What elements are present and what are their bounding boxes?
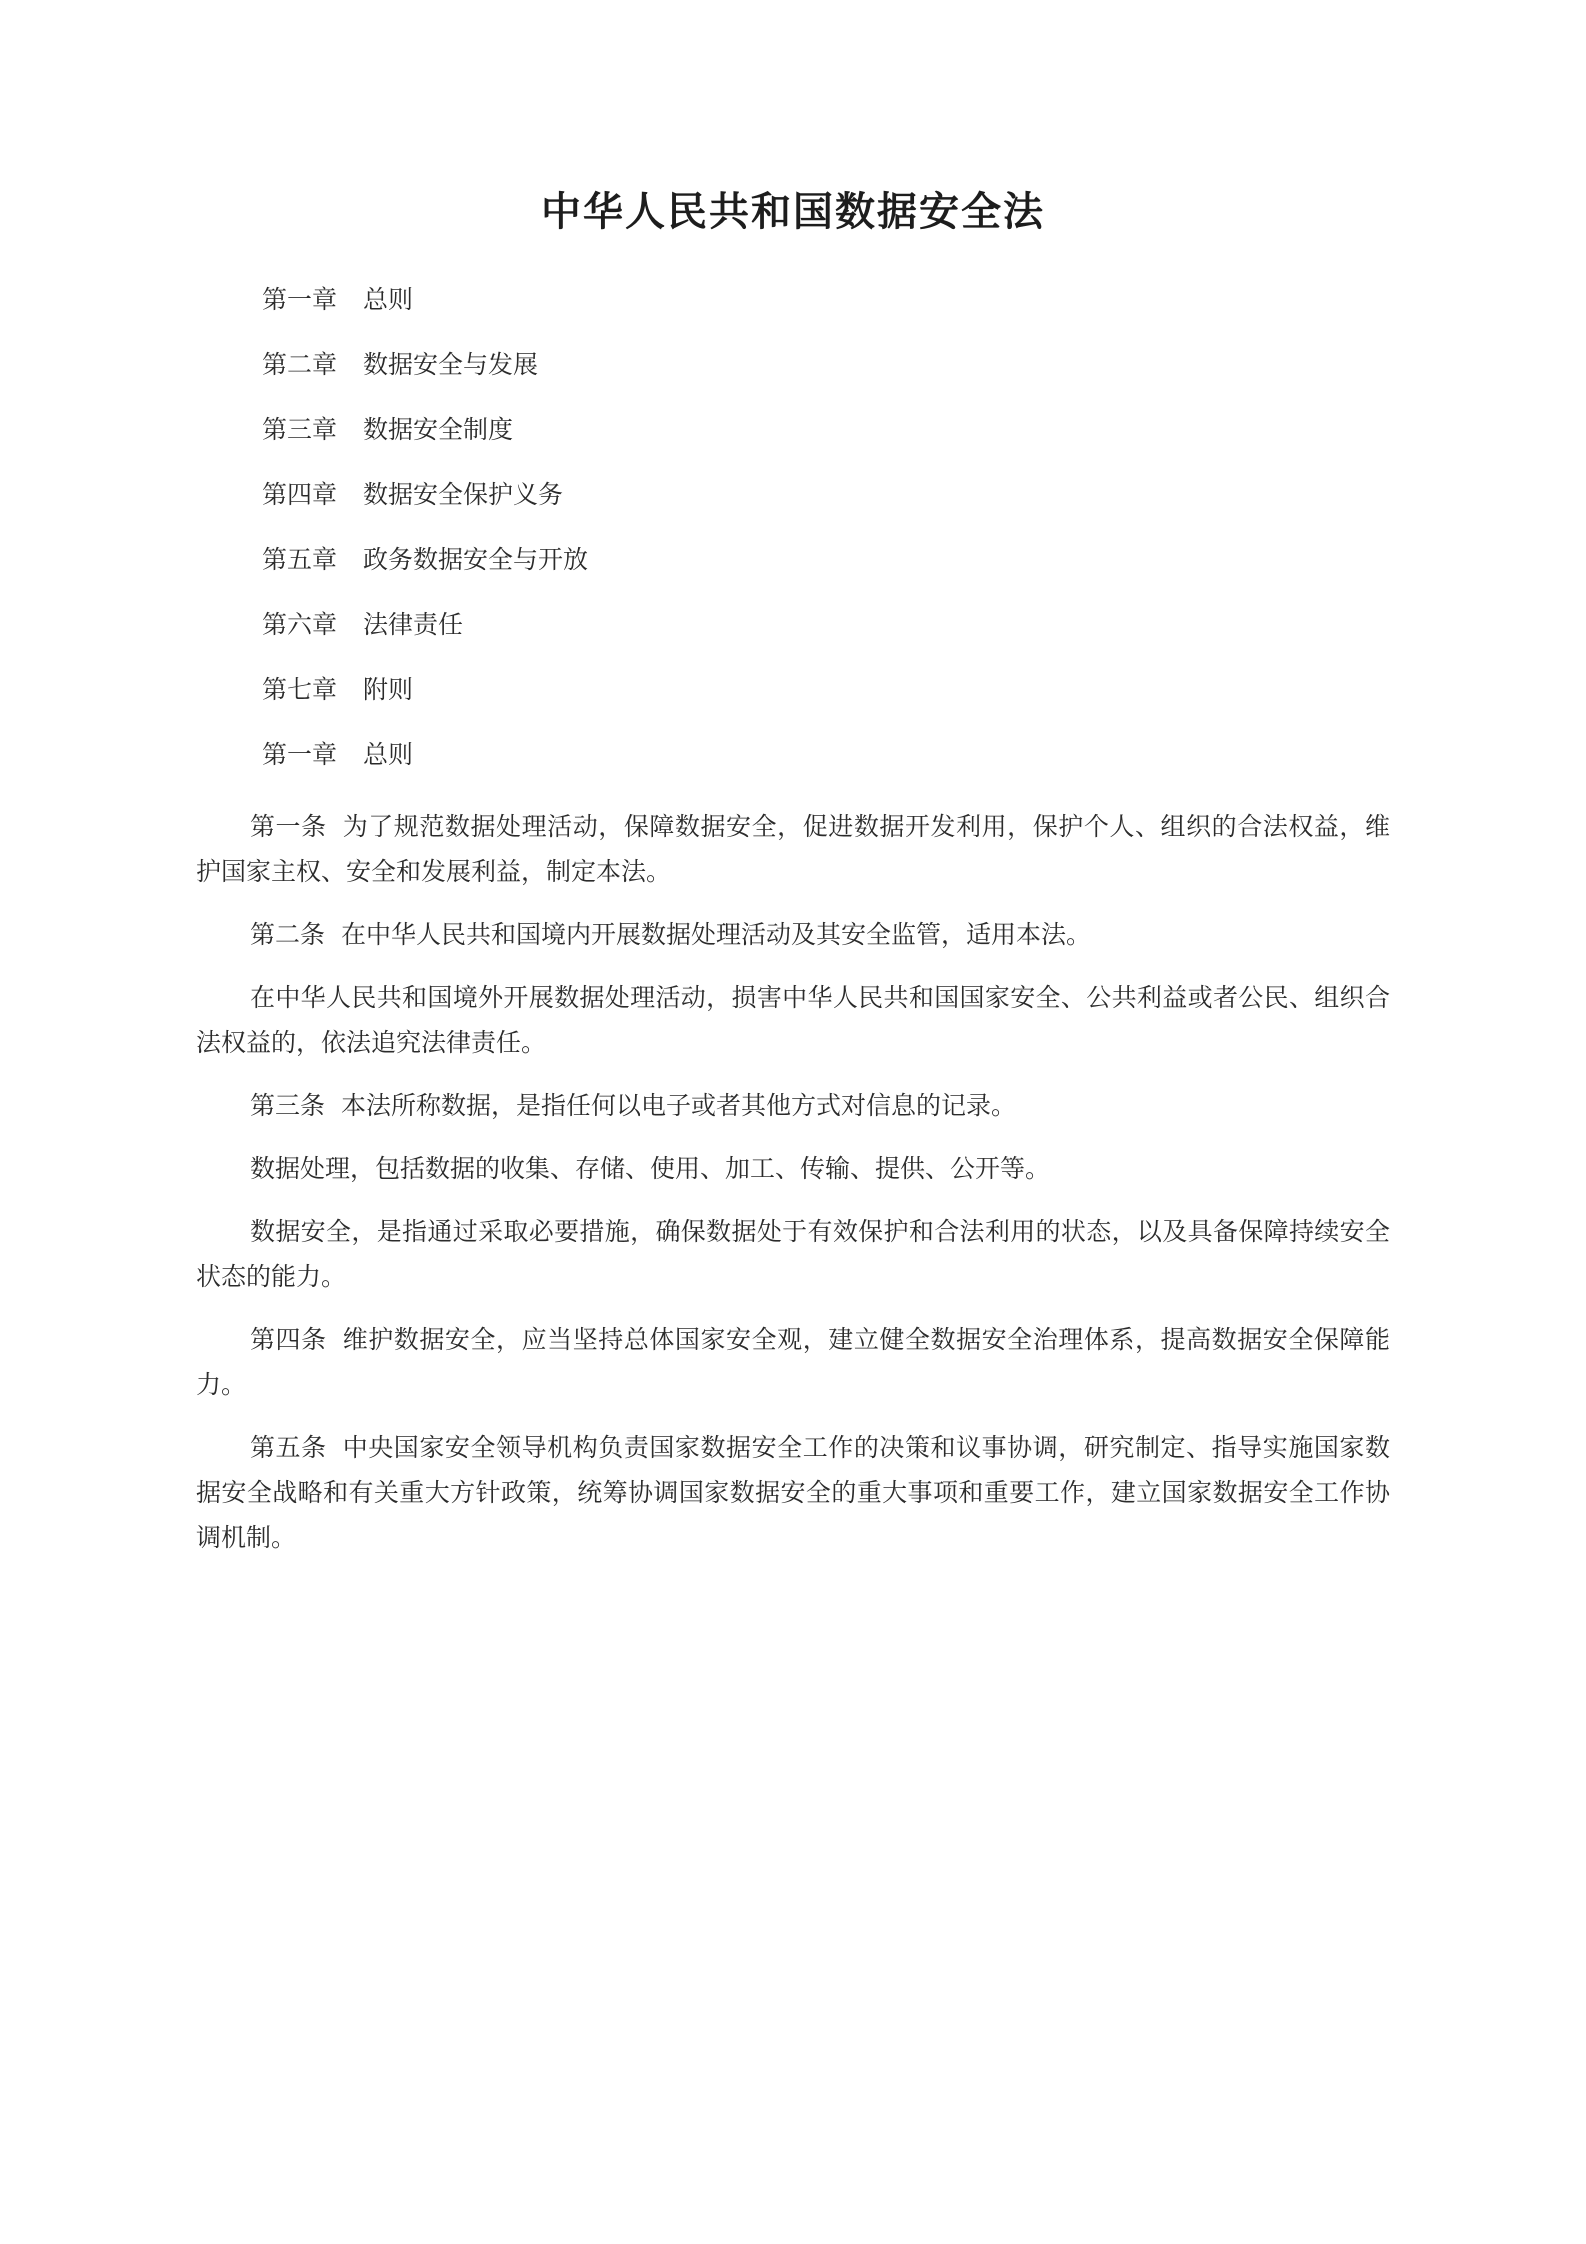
- table-of-contents: [196, 285, 1390, 707]
- article-number: 第五条: [250, 1435, 327, 1462]
- article-paragraph: [196, 1147, 1390, 1192]
- article-paragraph: [196, 1426, 1390, 1561]
- article-text: 为了规范数据处理活动，保障数据安全，促进数据开发利用，保护个人、组织的合法权益，维护国家主权、安全和发展利益，制定本法。: [196, 814, 1390, 886]
- article-list: [196, 805, 1390, 1561]
- article-text: 在中华人民共和国境内开展数据处理活动及其安全监管，适用本法。: [341, 922, 1092, 949]
- article-paragraph: [196, 913, 1390, 958]
- toc-entry-number: 第七章: [262, 677, 338, 704]
- toc-entry[interactable]: [196, 350, 1390, 382]
- toc-entry-label: 政务数据安全与开放: [363, 547, 589, 574]
- article-text: 中央国家安全领导机构负责国家数据安全工作的决策和议事协调，研究制定、指导实施国家数据安全战略和有关重大方针政策，统筹协调国家数据安全的重大事项和重要工作，建立国家数据安全工作协调机制。: [196, 1435, 1390, 1552]
- toc-entry[interactable]: [196, 675, 1390, 707]
- toc-entry-label: 数据安全制度: [363, 417, 514, 444]
- article-number: 第四条: [250, 1327, 327, 1354]
- article-text: 在中华人民共和国境外开展数据处理活动，损害中华人民共和国国家安全、公共利益或者公民、组织合法权益的，依法追究法律责任。: [196, 985, 1390, 1057]
- article-paragraph: [196, 1084, 1390, 1129]
- toc-entry[interactable]: [196, 610, 1390, 642]
- toc-entry-label: 法律责任: [363, 612, 464, 639]
- toc-entry-label: 数据安全与发展: [363, 352, 539, 379]
- article-text: 维护数据安全，应当坚持总体国家安全观，建立健全数据安全治理体系，提高数据安全保障能力。: [196, 1327, 1390, 1399]
- article-paragraph: [196, 805, 1390, 895]
- toc-entry[interactable]: [196, 480, 1390, 512]
- toc-entry-number: 第五章: [262, 547, 338, 574]
- page-title: 中华人民共和国数据安全法: [541, 189, 1045, 234]
- chapter-label: 总则: [363, 742, 414, 769]
- toc-entry-label: 附则: [363, 677, 414, 704]
- chapter-number: 第一章: [262, 742, 338, 769]
- toc-entry[interactable]: [196, 285, 1390, 317]
- toc-entry-label: 总则: [363, 287, 414, 314]
- article-paragraph: [196, 976, 1390, 1066]
- toc-entry[interactable]: [196, 415, 1390, 447]
- article-paragraph: [196, 1210, 1390, 1300]
- article-number: 第三条: [250, 1093, 326, 1120]
- article-text: 数据安全，是指通过采取必要措施，确保数据处于有效保护和合法利用的状态，以及具备保障持续安全状态的能力。: [196, 1219, 1390, 1291]
- article-text: 数据处理，包括数据的收集、存储、使用、加工、传输、提供、公开等。: [250, 1156, 1051, 1183]
- toc-entry-number: 第二章: [262, 352, 338, 379]
- article-text: 本法所称数据，是指任何以电子或者其他方式对信息的记录。: [341, 1093, 1017, 1120]
- toc-entry-number: 第六章: [262, 612, 338, 639]
- article-paragraph: [196, 1318, 1390, 1408]
- toc-entry-number: 第四章: [262, 482, 338, 509]
- toc-entry-number: 第三章: [262, 417, 338, 444]
- toc-entry[interactable]: [196, 545, 1390, 577]
- article-number: 第一条: [250, 814, 327, 841]
- toc-entry-number: 第一章: [262, 287, 338, 314]
- toc-entry-label: 数据安全保护义务: [363, 482, 564, 509]
- chapter-heading: [196, 740, 1390, 772]
- article-number: 第二条: [250, 922, 326, 949]
